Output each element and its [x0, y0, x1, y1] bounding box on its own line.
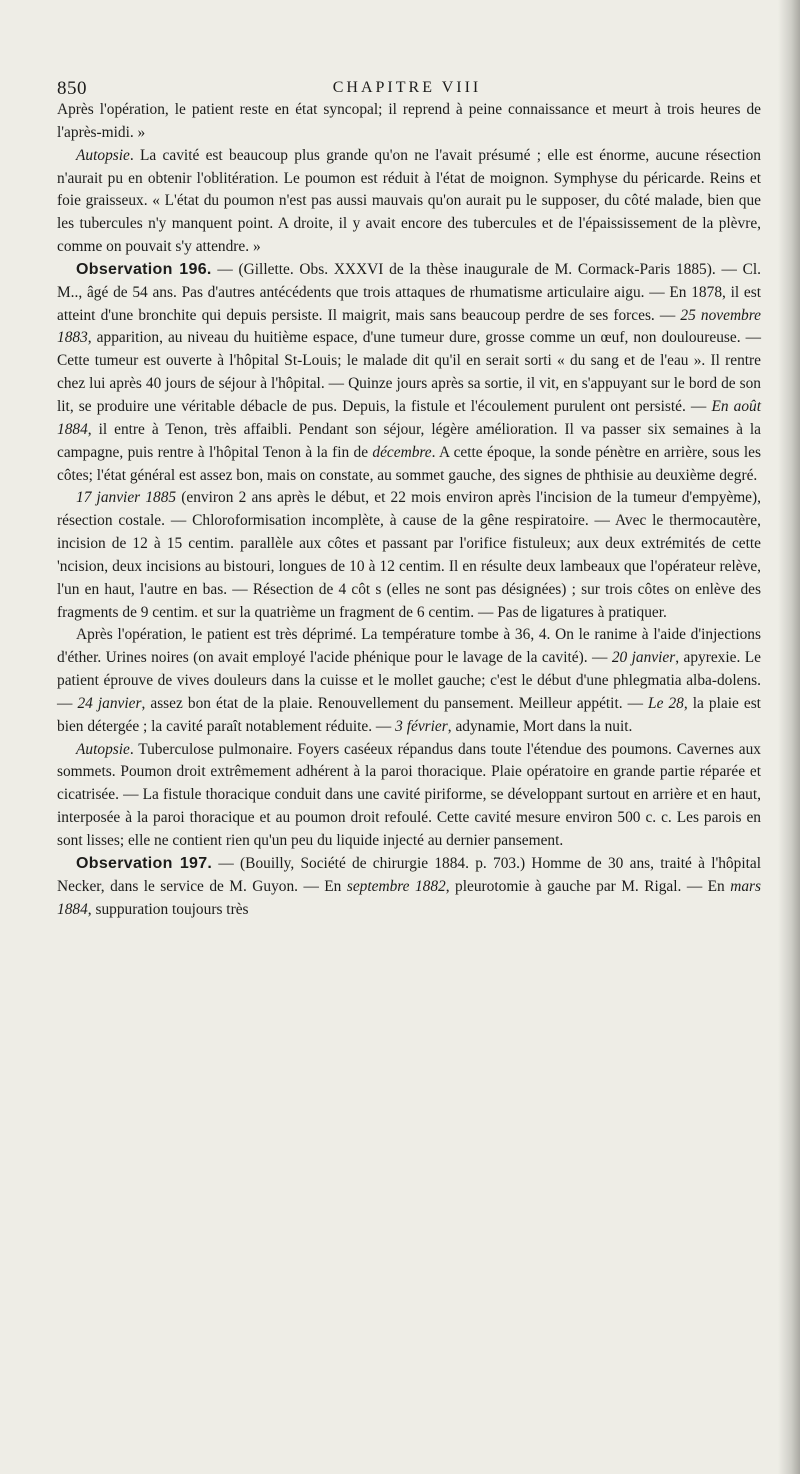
text-run: — (Gillette. Obs. XXXVI de la thèse inaugurale de M. Cormack-Paris 1885). — Cl. M.., âgé de 54 ans. Pas d'autres antécédents que trois attaques de rhumatisme articulaire aigu. — En 1878, il est atteint d'une bronchite qui depuis persiste. Il maigrit, mais sans beaucoup perdre de ses forces. —	[57, 260, 761, 324]
observation-heading: Observation 197.	[76, 854, 213, 872]
binding-shadow	[778, 0, 800, 1474]
text-run: , suppuration toujours très	[87, 900, 249, 918]
paragraph	[57, 487, 761, 624]
text-run: . Tuberculose pulmonaire. Foyers caséeux répandus dans toute l'étendue des poumons. Cavernes aux sommets. Poumon droit extrêmement adhérent à la paroi thoracique. Plaie opératoire en grande partie réparée et cicatrisée. — La fistule thoracique conduit dans une cavité piriforme, se développant surtout en arrière et en haut, interposée à la paroi thoracique et au poumon droit refoulé. Cette cavité mesure environ 500 c. c. Les parois en sont lisses; elle ne contient rien qu'un peu du liquide injecté au dernier pansement.	[57, 740, 761, 849]
text-run: , apyrexie. Le patient éprouve de vives douleurs dans la cuisse et le mollet gauche; c'est le début d'une phlegmatia alba-dolens. —	[57, 649, 761, 712]
italic-text: 17 janvier 1885	[76, 489, 177, 507]
italic-text: 24 janvier	[77, 694, 142, 712]
text-run: (environ 2 ans après le début, et 22 mois environ après l'incision de la tumeur d'empyème), résection costale. — Chloroformisation incomplète, à cause de la gêne respiratoire. — Avec le thermocautère, incision de 12 à 15 centim. parallèle aux côtes et passant par l'orifice fistuleux; aux deux extrémités de cette 'ncision, deux incisions au bistouri, longues de 10 à 12 centim. Il en résulte deux lambeaux que l'opérateur relève, l'un en haut, l'autre en bas. — Résection de 4 côt s (elles ne sont pas désignées) ; sur trois côtes on enlève des fragments de 9 centim. et sur la quatrième un fragment de 6 centim. — Pas de ligatures à pratiquer.	[57, 489, 761, 621]
paragraph	[57, 853, 761, 922]
italic-text: Autopsie	[76, 146, 130, 164]
italic-text: En août 1884	[57, 397, 761, 438]
paragraph	[57, 624, 761, 738]
text-run: — (Bouilly, Société de chirurgie 1884. p. 703.) Homme de 30 ans, traité à l'hôpital Necker, dans le service de M. Guyon. — En	[57, 854, 761, 895]
text-run: , pleurotomie à gauche par M. Rigal. — En	[445, 877, 731, 895]
body-text	[57, 99, 761, 921]
paragraph	[57, 259, 761, 487]
page-number: 850	[57, 78, 87, 99]
italic-text: 3 février	[395, 717, 448, 735]
observation-heading: Observation 196.	[76, 260, 212, 278]
italic-text: Le 28	[648, 694, 684, 712]
italic-text: décembre	[372, 443, 432, 461]
italic-text: Autopsie	[76, 740, 130, 758]
paragraph	[57, 739, 761, 853]
text-run: , adynamie, Mort dans la nuit.	[447, 717, 633, 735]
running-title: CHAPITRE VIII	[332, 79, 482, 96]
text-run: . A cette époque, la sonde pénètre en arrière, sous les côtes; l'état général est assez bon, mais on constate, au sommet gauche, des signes de phthisie au deuxième degré.	[57, 443, 761, 484]
text-run: , assez bon état de la plaie. Renouvellement du pansement. Meilleur appétit. —	[141, 694, 649, 712]
text-run: . La cavité est beaucoup plus grande qu'on ne l'avait présumé ; elle est énorme, aucune résection n'aurait pu en obtenir l'oblitération. Le poumon est réduit à l'état de moignon. Symphyse du péricarde. Reins et foie graisseux. « L'état du poumon n'est pas aussi mauvais qu'on aurait pu le supposer, du côté malade, bien que les tubercules n'y manquent point. A droite, il y avait encore des tubercules et de l'épaississement de la plèvre, comme on pouvait s'y attendre. »	[57, 146, 761, 256]
italic-text: septembre 1882	[346, 877, 446, 895]
text-run: , apparition, au niveau du huitième espace, d'une tumeur dure, grosse comme un œuf, non douloureuse. — Cette tumeur est ouverte à l'hôpital St-Louis; le malade dit qu'il en serait sorti « du sang et de l'eau ». Il rentre chez lui après 40 jours de séjour à l'hôpital. — Quinze jours après sa sortie, il vit, en s'appuyant sur le bord de son lit, se produire une véritable débacle de pus. Depuis, la fistule et l'écoulement purulent ont persisté. —	[57, 329, 761, 415]
paragraph	[57, 145, 761, 259]
italic-text: 25 novembre 1883	[57, 306, 761, 347]
text-run: , il entre à Tenon, très affaibli. Pendant son séjour, légère amélioration. Il va passer six semaines à la campagne, puis rentre à l'hôpital Tenon à la fin de	[57, 420, 761, 461]
text-run: Après l'opération, le patient reste en état syncopal; il reprend à peine connaissance et meurt à trois heures de l'après-midi. »	[57, 101, 761, 141]
paragraph	[57, 99, 761, 145]
italic-text: mars 1884	[57, 877, 761, 918]
text-run: , la plaie est bien détergée ; la cavité paraît notablement réduite. —	[57, 694, 761, 735]
italic-text: 20 janvier	[611, 649, 676, 667]
text-run: Après l'opération, le patient est très déprimé. La température tombe à 36, 4. On le ranime à l'aide d'injections d'éther. Urines noires (on avait employé l'acide phénique pour le lavage de la cavité). —	[57, 626, 761, 667]
